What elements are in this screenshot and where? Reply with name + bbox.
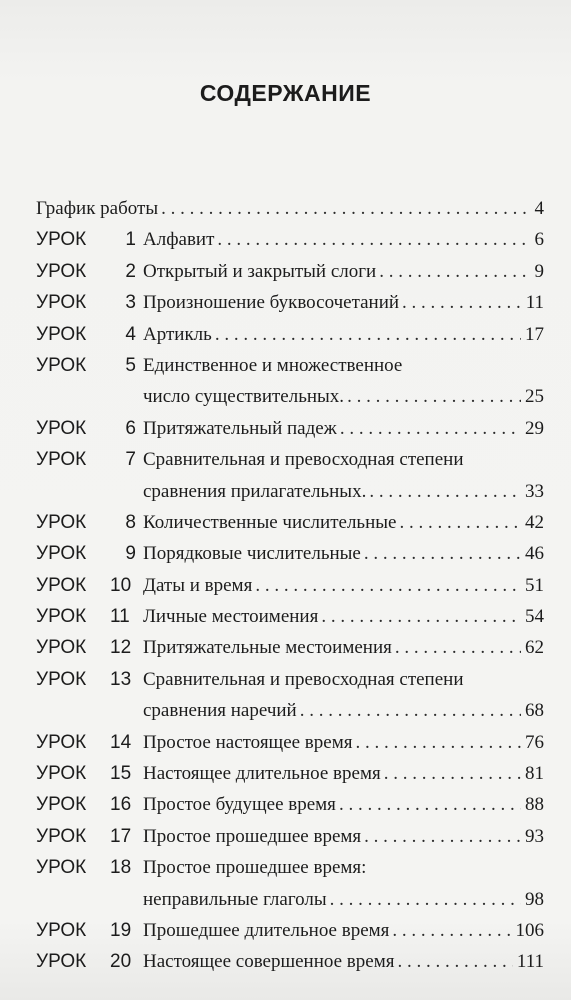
page-number: 81 — [525, 763, 544, 785]
dot-leader — [369, 476, 521, 507]
toc-entry — [36, 946, 544, 977]
toc-entry — [36, 632, 544, 663]
entry-title: Простое прошедшее время: — [143, 857, 367, 879]
lesson-number: 7 — [125, 449, 136, 471]
page-number: 46 — [525, 543, 544, 565]
lesson-number: 3 — [125, 292, 136, 314]
dot-leader — [395, 632, 521, 663]
lesson-word: УРОК — [36, 229, 87, 251]
lesson-number: 17 — [110, 825, 132, 847]
entry-title: Алфавит — [143, 229, 215, 251]
dot-leader — [392, 915, 511, 946]
lesson-number: 1 — [125, 229, 136, 251]
page-number: 68 — [525, 700, 544, 722]
page-number: 33 — [525, 480, 544, 502]
lesson-number: 5 — [125, 354, 136, 376]
dot-leader — [402, 287, 522, 318]
dot-leader — [347, 381, 521, 412]
toc-entry — [36, 224, 544, 255]
page-number: 11 — [525, 292, 544, 314]
toc-entry — [36, 538, 544, 569]
dot-leader — [384, 758, 521, 789]
toc-entry — [36, 256, 544, 287]
toc-entry — [36, 381, 544, 412]
table-of-contents — [36, 193, 544, 978]
page-number: 4 — [534, 198, 544, 219]
lesson-number: 20 — [110, 951, 132, 973]
entry-title: число существительных. — [143, 386, 345, 408]
entry-title: Сравнительная и превосходная степени — [143, 449, 464, 471]
dot-leader — [399, 507, 521, 538]
lesson-word: УРОК — [36, 417, 87, 439]
dot-leader — [300, 695, 521, 726]
page-number: 88 — [525, 794, 544, 816]
page-number: 93 — [525, 825, 544, 847]
lesson-number: 19 — [110, 919, 132, 941]
dot-leader — [255, 570, 521, 601]
page-number: 51 — [525, 574, 544, 596]
toc-entry — [36, 915, 544, 946]
page-number: 6 — [534, 229, 544, 251]
entry-title: Даты и время — [143, 574, 253, 596]
toc-entry — [36, 193, 544, 224]
entry-title: Настоящее совершенное время — [143, 951, 395, 973]
dot-leader — [161, 193, 530, 224]
lesson-word: УРОК — [36, 511, 87, 533]
entry-title: График работы — [36, 198, 159, 219]
page-number: 17 — [525, 323, 544, 345]
toc-entry — [36, 287, 544, 318]
lesson-number: 10 — [110, 574, 132, 596]
dot-leader — [379, 256, 530, 287]
dot-leader — [215, 319, 521, 350]
toc-entry — [36, 601, 544, 632]
entry-title: Простое будущее время — [143, 794, 336, 816]
toc-entry — [36, 476, 544, 507]
lesson-number: 6 — [125, 417, 136, 439]
toc-entry — [36, 350, 544, 381]
toc-entry — [36, 695, 544, 726]
entry-title: Открытый и закрытый слоги — [143, 260, 377, 282]
lesson-number: 18 — [110, 857, 132, 879]
lesson-word: УРОК — [36, 260, 87, 282]
lesson-number: 12 — [110, 637, 132, 659]
toc-entry — [36, 319, 544, 350]
entry-title: Настоящее длительное время — [143, 763, 381, 785]
page-number: 76 — [525, 731, 544, 753]
toc-entry — [36, 664, 544, 695]
toc-entry — [36, 821, 544, 852]
dot-leader — [364, 538, 521, 569]
entry-title: Простое настоящее время — [143, 731, 353, 753]
page-number: 62 — [525, 637, 544, 659]
toc-entry — [36, 413, 544, 444]
toc-entry — [36, 852, 544, 883]
lesson-number: 11 — [110, 606, 130, 628]
lesson-number: 8 — [125, 511, 136, 533]
page-number: 106 — [515, 919, 544, 941]
lesson-word: УРОК — [36, 731, 87, 753]
lesson-word: УРОК — [36, 574, 87, 596]
page-number: 54 — [525, 606, 544, 628]
entry-title: Сравнительная и превосходная степени — [143, 668, 464, 690]
lesson-number: 15 — [110, 763, 132, 785]
lesson-number: 9 — [125, 543, 136, 565]
lesson-word: УРОК — [36, 323, 87, 345]
page-title: СОДЕРЖАНИЕ — [199, 80, 372, 106]
lesson-word: УРОК — [36, 825, 87, 847]
dot-leader — [330, 884, 521, 915]
page-number: 111 — [516, 951, 544, 973]
dot-leader — [364, 821, 521, 852]
entry-title: Притяжательные местоимения — [143, 637, 392, 659]
dot-leader — [339, 789, 521, 820]
lesson-word: УРОК — [36, 292, 87, 314]
toc-entry — [36, 444, 544, 475]
lesson-number: 4 — [125, 323, 136, 345]
lesson-word: УРОК — [36, 543, 87, 565]
entry-title: Произношение буквосочетаний — [143, 292, 400, 314]
lesson-word: УРОК — [36, 354, 87, 376]
dot-leader — [217, 224, 530, 255]
page-number: 25 — [525, 386, 544, 408]
entry-title: Личные местоимения — [143, 606, 319, 628]
toc-entry — [36, 727, 544, 758]
lesson-word: УРОК — [36, 919, 87, 941]
toc-entry — [36, 570, 544, 601]
lesson-number: 14 — [110, 731, 132, 753]
lesson-word: УРОК — [36, 606, 87, 628]
lesson-word: УРОК — [36, 449, 87, 471]
entry-title: Артикль — [143, 323, 212, 345]
lesson-number: 13 — [110, 668, 132, 690]
lesson-number: 2 — [125, 260, 136, 282]
lesson-word: УРОК — [36, 668, 87, 690]
entry-title: Порядковые числительные — [143, 543, 361, 565]
entry-title: неправильные глаголы — [143, 888, 327, 910]
entry-title: Количественные числительные — [143, 511, 397, 533]
toc-entry — [36, 884, 544, 915]
dot-leader — [321, 601, 521, 632]
entry-title: Притяжательный падеж — [143, 417, 337, 439]
entry-title: сравнения прилагательных. — [143, 480, 367, 502]
entry-title: Единственное и множественное — [143, 354, 403, 376]
toc-entry — [36, 507, 544, 538]
toc-entry — [36, 758, 544, 789]
page-number: 9 — [534, 260, 544, 282]
lesson-word: УРОК — [36, 951, 87, 973]
entry-title: Прошедшее длительное время — [143, 919, 390, 941]
dot-leader — [397, 946, 512, 977]
toc-entry — [36, 789, 544, 820]
dot-leader — [340, 413, 521, 444]
page-number: 29 — [525, 417, 544, 439]
entry-title: сравнения наречий — [143, 700, 297, 722]
lesson-word: УРОК — [36, 763, 87, 785]
dot-leader — [355, 727, 521, 758]
entry-title: Простое прошедшее время — [143, 825, 362, 847]
page-number: 98 — [525, 888, 544, 910]
lesson-word: УРОК — [36, 857, 87, 879]
lesson-word: УРОК — [36, 637, 87, 659]
lesson-word: УРОК — [36, 794, 87, 816]
page-number: 42 — [525, 511, 544, 533]
lesson-number: 16 — [110, 794, 132, 816]
